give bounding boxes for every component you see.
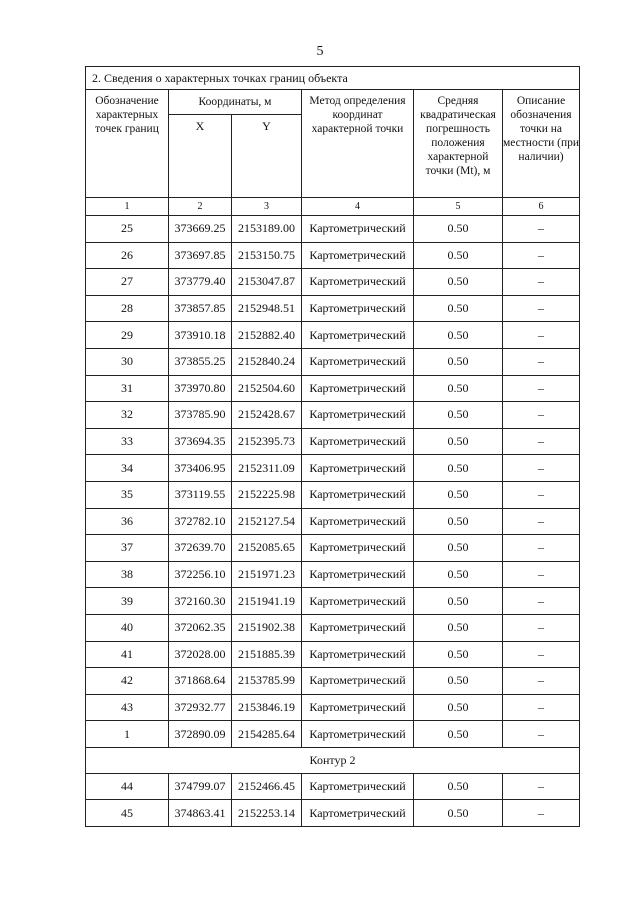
method-cell: Картометрический <box>302 216 414 243</box>
page-number: 5 <box>316 44 324 59</box>
contour-row <box>86 747 580 773</box>
x-coordinate-cell: 372932.77 <box>169 694 232 721</box>
column-number: 4 <box>302 198 414 216</box>
y-coordinate-cell: 2152428.67 <box>232 402 302 429</box>
point-number-cell: 43 <box>86 694 169 721</box>
y-coordinate-cell: 2152395.73 <box>232 428 302 455</box>
y-coordinate-cell: 2153846.19 <box>232 694 302 721</box>
header-error: Средняя квадратическая погрешность положения характерной точки (Mt), м <box>414 90 503 198</box>
x-coordinate-cell: 372782.10 <box>169 508 232 535</box>
description-cell: – <box>503 561 580 588</box>
table-row <box>86 641 580 668</box>
error-cell: 0.50 <box>414 668 503 695</box>
error-cell: 0.50 <box>414 614 503 641</box>
point-number-cell: 26 <box>86 242 169 269</box>
x-coordinate-cell: 373669.25 <box>169 216 232 243</box>
x-coordinate-cell: 372062.35 <box>169 614 232 641</box>
column-number: 1 <box>86 198 169 216</box>
description-cell: – <box>503 641 580 668</box>
y-coordinate-cell: 2152948.51 <box>232 295 302 322</box>
table-row <box>86 322 580 349</box>
y-coordinate-cell: 2151885.39 <box>232 641 302 668</box>
x-coordinate-cell: 373697.85 <box>169 242 232 269</box>
method-cell: Картометрический <box>302 269 414 296</box>
table-row <box>86 508 580 535</box>
x-coordinate-cell: 373779.40 <box>169 269 232 296</box>
error-cell: 0.50 <box>414 773 503 800</box>
header-y: Y <box>232 115 302 198</box>
error-cell: 0.50 <box>414 348 503 375</box>
error-cell: 0.50 <box>414 242 503 269</box>
method-cell: Картометрический <box>302 428 414 455</box>
description-cell: – <box>503 322 580 349</box>
header-designation: Обозначение характерных точек границ <box>86 90 169 198</box>
point-number-cell: 45 <box>86 800 169 827</box>
point-number-cell: 31 <box>86 375 169 402</box>
description-cell: – <box>503 455 580 482</box>
table-row <box>86 348 580 375</box>
description-cell: – <box>503 614 580 641</box>
x-coordinate-cell: 372256.10 <box>169 561 232 588</box>
y-coordinate-cell: 2153189.00 <box>232 216 302 243</box>
method-cell: Картометрический <box>302 455 414 482</box>
error-cell: 0.50 <box>414 428 503 455</box>
x-coordinate-cell: 373406.95 <box>169 455 232 482</box>
table-row <box>86 375 580 402</box>
y-coordinate-cell: 2152225.98 <box>232 481 302 508</box>
y-coordinate-cell: 2153785.99 <box>232 668 302 695</box>
table-row <box>86 402 580 429</box>
column-number: 2 <box>169 198 232 216</box>
x-coordinate-cell: 374799.07 <box>169 773 232 800</box>
x-coordinate-cell: 373857.85 <box>169 295 232 322</box>
x-coordinate-cell: 372160.30 <box>169 588 232 615</box>
point-number-cell: 38 <box>86 561 169 588</box>
table-row <box>86 773 580 800</box>
point-number-cell: 25 <box>86 216 169 243</box>
x-coordinate-cell: 373785.90 <box>169 402 232 429</box>
description-cell: – <box>503 721 580 748</box>
description-cell: – <box>503 508 580 535</box>
error-cell: 0.50 <box>414 481 503 508</box>
y-coordinate-cell: 2153047.87 <box>232 269 302 296</box>
description-cell: – <box>503 348 580 375</box>
method-cell: Картометрический <box>302 481 414 508</box>
description-cell: – <box>503 402 580 429</box>
column-number: 3 <box>232 198 302 216</box>
header-coordinates: Координаты, м <box>169 90 302 115</box>
point-number-cell: 37 <box>86 535 169 562</box>
y-coordinate-cell: 2154285.64 <box>232 721 302 748</box>
error-cell: 0.50 <box>414 561 503 588</box>
y-coordinate-cell: 2152882.40 <box>232 322 302 349</box>
column-number: 6 <box>503 198 580 216</box>
description-cell: – <box>503 535 580 562</box>
error-cell: 0.50 <box>414 295 503 322</box>
description-cell: – <box>503 694 580 721</box>
error-cell: 0.50 <box>414 216 503 243</box>
table-row <box>86 800 580 827</box>
point-number-cell: 40 <box>86 614 169 641</box>
y-coordinate-cell: 2152504.60 <box>232 375 302 402</box>
x-coordinate-cell: 372028.00 <box>169 641 232 668</box>
table-row <box>86 535 580 562</box>
table-row <box>86 614 580 641</box>
y-coordinate-cell: 2153150.75 <box>232 242 302 269</box>
point-number-cell: 30 <box>86 348 169 375</box>
method-cell: Картометрический <box>302 295 414 322</box>
error-cell: 0.50 <box>414 508 503 535</box>
method-cell: Картометрический <box>302 348 414 375</box>
method-cell: Картометрический <box>302 242 414 269</box>
table-row <box>86 428 580 455</box>
x-coordinate-cell: 372639.70 <box>169 535 232 562</box>
x-coordinate-cell: 374863.41 <box>169 800 232 827</box>
point-number-cell: 39 <box>86 588 169 615</box>
y-coordinate-cell: 2151971.23 <box>232 561 302 588</box>
method-cell: Картометрический <box>302 668 414 695</box>
x-coordinate-cell: 371868.64 <box>169 668 232 695</box>
description-cell: – <box>503 481 580 508</box>
points-table <box>85 66 580 827</box>
error-cell: 0.50 <box>414 375 503 402</box>
point-number-cell: 44 <box>86 773 169 800</box>
y-coordinate-cell: 2151941.19 <box>232 588 302 615</box>
table-row <box>86 455 580 482</box>
method-cell: Картометрический <box>302 561 414 588</box>
error-cell: 0.50 <box>414 269 503 296</box>
error-cell: 0.50 <box>414 721 503 748</box>
table-row <box>86 269 580 296</box>
point-number-cell: 35 <box>86 481 169 508</box>
method-cell: Картометрический <box>302 588 414 615</box>
table-row <box>86 295 580 322</box>
header-x: X <box>169 115 232 198</box>
table-row <box>86 668 580 695</box>
table-row <box>86 561 580 588</box>
point-number-cell: 32 <box>86 402 169 429</box>
description-cell: – <box>503 668 580 695</box>
y-coordinate-cell: 2152466.45 <box>232 773 302 800</box>
method-cell: Картометрический <box>302 322 414 349</box>
points-table-container <box>85 66 579 827</box>
description-cell: – <box>503 295 580 322</box>
point-number-cell: 28 <box>86 295 169 322</box>
description-cell: – <box>503 773 580 800</box>
method-cell: Картометрический <box>302 508 414 535</box>
table-row <box>86 242 580 269</box>
header-method: Метод определения координат характерной точки <box>302 90 414 198</box>
x-coordinate-cell: 373855.25 <box>169 348 232 375</box>
table-row <box>86 694 580 721</box>
y-coordinate-cell: 2151902.38 <box>232 614 302 641</box>
x-coordinate-cell: 372890.09 <box>169 721 232 748</box>
description-cell: – <box>503 216 580 243</box>
error-cell: 0.50 <box>414 588 503 615</box>
method-cell: Картометрический <box>302 402 414 429</box>
y-coordinate-cell: 2152085.65 <box>232 535 302 562</box>
point-number-cell: 33 <box>86 428 169 455</box>
table-row <box>86 216 580 243</box>
description-cell: – <box>503 588 580 615</box>
contour-label: Контур 2 <box>86 747 580 773</box>
method-cell: Картометрический <box>302 721 414 748</box>
y-coordinate-cell: 2152311.09 <box>232 455 302 482</box>
error-cell: 0.50 <box>414 800 503 827</box>
error-cell: 0.50 <box>414 641 503 668</box>
table-row <box>86 481 580 508</box>
description-cell: – <box>503 269 580 296</box>
y-coordinate-cell: 2152253.14 <box>232 800 302 827</box>
x-coordinate-cell: 373119.55 <box>169 481 232 508</box>
y-coordinate-cell: 2152840.24 <box>232 348 302 375</box>
method-cell: Картометрический <box>302 800 414 827</box>
table-row <box>86 721 580 748</box>
y-coordinate-cell: 2152127.54 <box>232 508 302 535</box>
table-row <box>86 588 580 615</box>
x-coordinate-cell: 373970.80 <box>169 375 232 402</box>
error-cell: 0.50 <box>414 694 503 721</box>
method-cell: Картометрический <box>302 614 414 641</box>
method-cell: Картометрический <box>302 535 414 562</box>
x-coordinate-cell: 373694.35 <box>169 428 232 455</box>
method-cell: Картометрический <box>302 773 414 800</box>
error-cell: 0.50 <box>414 402 503 429</box>
method-cell: Картометрический <box>302 375 414 402</box>
point-number-cell: 1 <box>86 721 169 748</box>
column-number: 5 <box>414 198 503 216</box>
section-title: 2. Сведения о характерных точках границ объекта <box>86 67 580 90</box>
point-number-cell: 36 <box>86 508 169 535</box>
point-number-cell: 42 <box>86 668 169 695</box>
x-coordinate-cell: 373910.18 <box>169 322 232 349</box>
error-cell: 0.50 <box>414 322 503 349</box>
description-cell: – <box>503 242 580 269</box>
description-cell: – <box>503 800 580 827</box>
error-cell: 0.50 <box>414 455 503 482</box>
method-cell: Картометрический <box>302 641 414 668</box>
point-number-cell: 34 <box>86 455 169 482</box>
description-cell: – <box>503 375 580 402</box>
header-description: Описание обозначения точки на местности (при наличии) <box>503 90 580 198</box>
point-number-cell: 29 <box>86 322 169 349</box>
description-cell: – <box>503 428 580 455</box>
error-cell: 0.50 <box>414 535 503 562</box>
method-cell: Картометрический <box>302 694 414 721</box>
point-number-cell: 27 <box>86 269 169 296</box>
point-number-cell: 41 <box>86 641 169 668</box>
